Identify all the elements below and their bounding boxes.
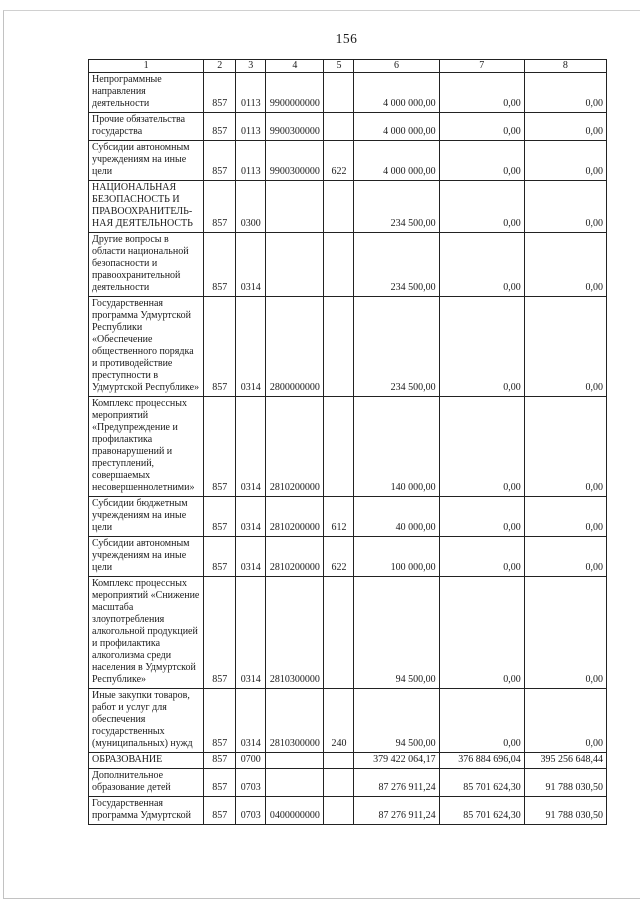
cell-value: 0,00 [524, 397, 606, 497]
page-number: 156 [335, 31, 358, 46]
table-row [89, 233, 607, 297]
cell-value: 91 788 030,50 [524, 769, 606, 797]
cell-value: 234 500,00 [354, 181, 439, 233]
cell-item-name: Дополнительное образование детей [89, 769, 204, 797]
cell-item-name: Субсидии автономным учреждениям на иные цели [89, 537, 204, 577]
cell-value [324, 113, 354, 141]
table-row [89, 537, 607, 577]
table-row [89, 297, 607, 397]
cell-value: 0314 [236, 233, 266, 297]
cell-item-name: Непрограммные направления деятельности [89, 73, 204, 113]
cell-value [324, 181, 354, 233]
cell-value: 0113 [236, 73, 266, 113]
cell-value: 857 [204, 577, 236, 689]
cell-value: 0,00 [524, 113, 606, 141]
cell-value: 94 500,00 [354, 689, 439, 753]
cell-value: 87 276 911,24 [354, 769, 439, 797]
column-header: 1 [89, 60, 204, 73]
cell-value: 0703 [236, 797, 266, 825]
cell-value: 4 000 000,00 [354, 141, 439, 181]
cell-value: 40 000,00 [354, 497, 439, 537]
cell-value: 612 [324, 497, 354, 537]
cell-value: 0,00 [524, 537, 606, 577]
cell-value: 0,00 [439, 73, 524, 113]
cell-value [324, 753, 354, 769]
column-header: 2 [204, 60, 236, 73]
table-row [89, 689, 607, 753]
cell-item-name: Комплекс процессных мероприятий «Снижение масштаба злоупотребления алкогольной продукцией и профилактика алкоголизма среди населения в Удмуртской Республике» [89, 577, 204, 689]
column-header: 7 [439, 60, 524, 73]
cell-item-name: Прочие обязательства государства [89, 113, 204, 141]
cell-value [324, 769, 354, 797]
cell-value: 2810300000 [266, 689, 324, 753]
cell-value: 2810200000 [266, 537, 324, 577]
cell-value: 234 500,00 [354, 297, 439, 397]
cell-item-name: Иные закупки товаров, работ и услуг для обеспечения государственных (муниципальных) нужд [89, 689, 204, 753]
cell-value: 857 [204, 689, 236, 753]
cell-value: 4 000 000,00 [354, 73, 439, 113]
cell-value [324, 297, 354, 397]
cell-value: 622 [324, 141, 354, 181]
cell-value: 2810200000 [266, 497, 324, 537]
cell-value: 0,00 [439, 113, 524, 141]
cell-value: 85 701 624,30 [439, 797, 524, 825]
cell-item-name: НАЦИОНАЛЬНАЯ БЕЗОПАСНОСТЬ И ПРАВООХРАНИТЕЛЬ-НАЯ ДЕЯТЕЛЬНОСТЬ [89, 181, 204, 233]
cell-value: 2810200000 [266, 397, 324, 497]
cell-value: 85 701 624,30 [439, 769, 524, 797]
table-body [89, 73, 607, 825]
table-row [89, 769, 607, 797]
cell-value: 0,00 [524, 297, 606, 397]
cell-value: 395 256 648,44 [524, 753, 606, 769]
cell-value: 857 [204, 113, 236, 141]
cell-value: 0,00 [439, 233, 524, 297]
cell-value: 100 000,00 [354, 537, 439, 577]
cell-item-name: Субсидии бюджетным учреждениям на иные цели [89, 497, 204, 537]
cell-value: 9900300000 [266, 141, 324, 181]
table-row [89, 113, 607, 141]
table-row [89, 753, 607, 769]
cell-value: 2810300000 [266, 577, 324, 689]
column-header: 3 [236, 60, 266, 73]
cell-value: 857 [204, 797, 236, 825]
table-row [89, 577, 607, 689]
cell-value: 622 [324, 537, 354, 577]
cell-value: 9900000000 [266, 73, 324, 113]
cell-value: 0314 [236, 397, 266, 497]
cell-value: 0,00 [524, 233, 606, 297]
cell-value: 0,00 [524, 577, 606, 689]
cell-value: 857 [204, 769, 236, 797]
cell-value: 0700 [236, 753, 266, 769]
cell-value: 0,00 [524, 73, 606, 113]
cell-value [266, 181, 324, 233]
cell-value: 857 [204, 497, 236, 537]
cell-value: 0314 [236, 297, 266, 397]
cell-item-name: Государственная программа Удмуртской Республики «Обеспечение общественного порядка и противодействие преступности в Удмуртской Республике» [89, 297, 204, 397]
cell-value: 376 884 696,04 [439, 753, 524, 769]
cell-value: 2800000000 [266, 297, 324, 397]
cell-value [324, 797, 354, 825]
cell-value [266, 233, 324, 297]
cell-value: 0314 [236, 689, 266, 753]
cell-value: 0300 [236, 181, 266, 233]
cell-value: 857 [204, 753, 236, 769]
cell-value: 4 000 000,00 [354, 113, 439, 141]
cell-value [324, 577, 354, 689]
cell-value: 0113 [236, 113, 266, 141]
cell-value: 0,00 [439, 537, 524, 577]
cell-value: 0,00 [439, 297, 524, 397]
cell-item-name: Субсидии автономным учреждениям на иные цели [89, 141, 204, 181]
cell-item-name: Государственная программа Удмуртской [89, 797, 204, 825]
cell-value: 0,00 [439, 141, 524, 181]
cell-value: 857 [204, 537, 236, 577]
cell-value: 0314 [236, 577, 266, 689]
cell-value: 0,00 [524, 181, 606, 233]
cell-value: 234 500,00 [354, 233, 439, 297]
cell-value: 0314 [236, 537, 266, 577]
cell-item-name: ОБРАЗОВАНИЕ [89, 753, 204, 769]
cell-value: 0,00 [439, 397, 524, 497]
cell-value: 857 [204, 73, 236, 113]
cell-value [266, 769, 324, 797]
cell-value [266, 753, 324, 769]
cell-item-name: Другие вопросы в области национальной безопасности и правоохранительной деятельности [89, 233, 204, 297]
column-header: 4 [266, 60, 324, 73]
column-header: 8 [524, 60, 606, 73]
budget-allocation-table [88, 59, 607, 825]
cell-value: 857 [204, 181, 236, 233]
table-row [89, 397, 607, 497]
cell-value: 0,00 [439, 497, 524, 537]
table-row [89, 181, 607, 233]
cell-value: 94 500,00 [354, 577, 439, 689]
cell-value [324, 233, 354, 297]
cell-value: 0314 [236, 497, 266, 537]
cell-value: 379 422 064,17 [354, 753, 439, 769]
cell-value: 0,00 [524, 497, 606, 537]
cell-value: 0,00 [524, 141, 606, 181]
cell-value: 9900300000 [266, 113, 324, 141]
column-header: 6 [354, 60, 439, 73]
table-row [89, 141, 607, 181]
table-row [89, 497, 607, 537]
table-header-row [89, 60, 607, 73]
cell-value: 857 [204, 233, 236, 297]
table-header [89, 60, 607, 73]
cell-value: 0,00 [439, 689, 524, 753]
cell-value: 240 [324, 689, 354, 753]
cell-value: 857 [204, 397, 236, 497]
table-row [89, 73, 607, 113]
cell-value: 140 000,00 [354, 397, 439, 497]
cell-value: 857 [204, 141, 236, 181]
cell-value: 857 [204, 297, 236, 397]
cell-item-name: Комплекс процессных мероприятий «Предупреждение и профилактика правонарушений и преступлений, совершаемых несовершеннолетними» [89, 397, 204, 497]
cell-value: 91 788 030,50 [524, 797, 606, 825]
cell-value: 0703 [236, 769, 266, 797]
cell-value: 0113 [236, 141, 266, 181]
cell-value: 87 276 911,24 [354, 797, 439, 825]
cell-value: 0,00 [524, 689, 606, 753]
cell-value: 0400000000 [266, 797, 324, 825]
cell-value: 0,00 [439, 577, 524, 689]
cell-value [324, 397, 354, 497]
cell-value [324, 73, 354, 113]
cell-value: 0,00 [439, 181, 524, 233]
column-header: 5 [324, 60, 354, 73]
table-row [89, 797, 607, 825]
